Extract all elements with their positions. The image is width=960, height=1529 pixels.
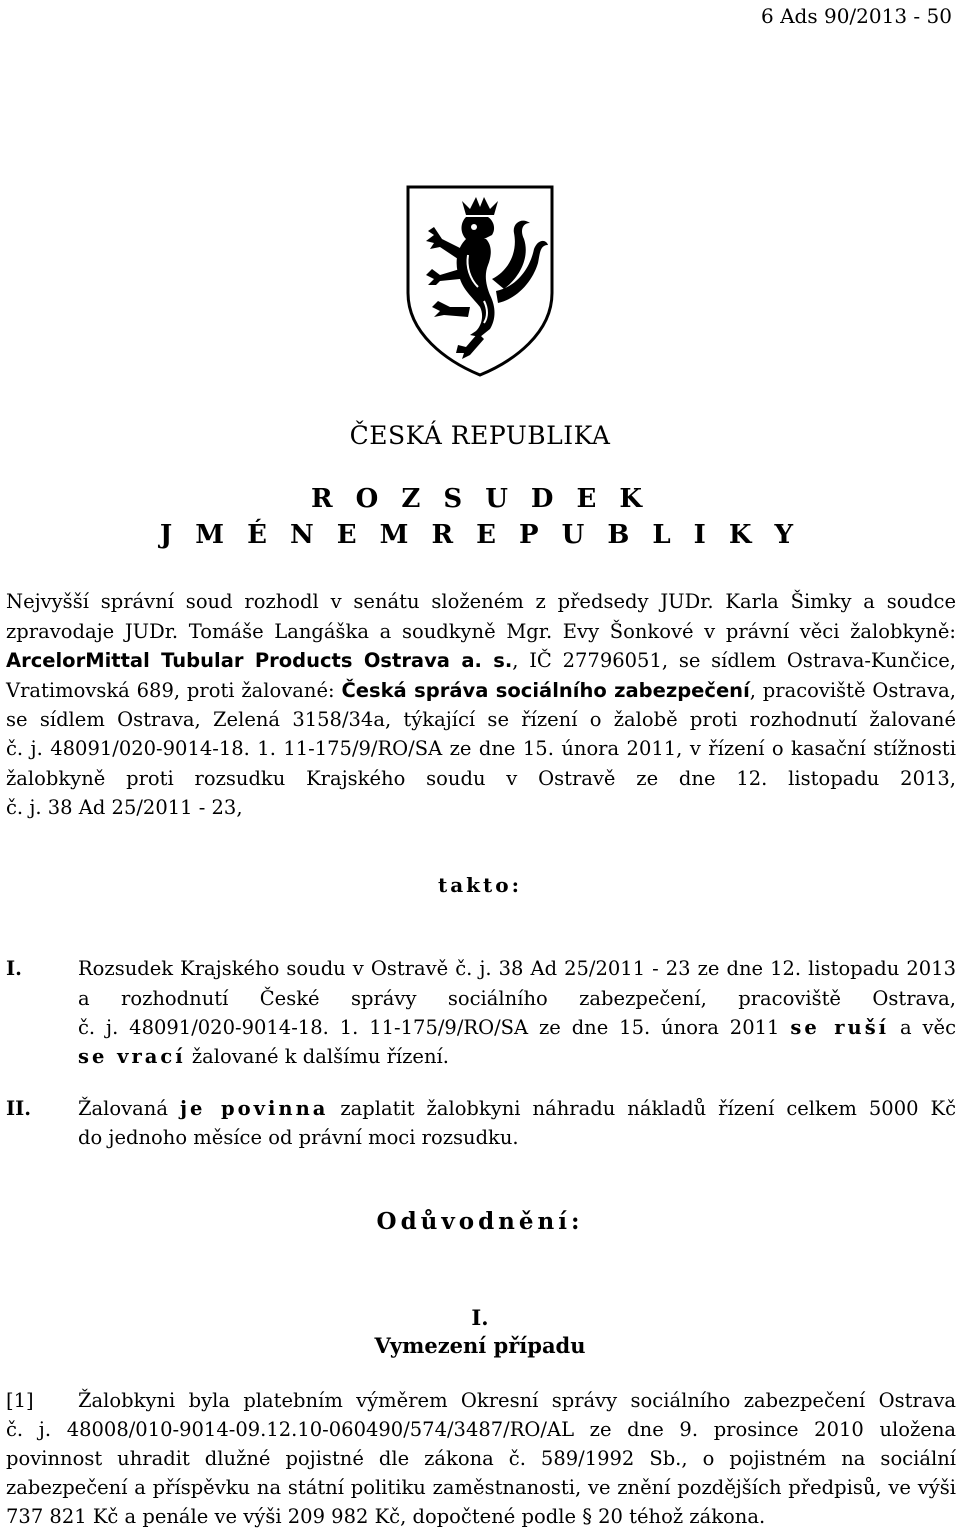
judgment-subtitle: J M É N E M R E P U B L I K Y [159, 520, 801, 550]
verdict-line [78, 1097, 956, 1121]
verdict-text: a věc [899, 1016, 956, 1039]
czech-lion-coat-of-arms-icon [404, 183, 556, 379]
reasoning-heading: Odůvodnění: [376, 1208, 584, 1235]
verdict-text: č. j. 48091/020-9014-18. 1. 11-175/9/RO/SA ze dne 15. února 2011 [78, 1016, 780, 1039]
paragraph-marker: [1] [6, 1389, 34, 1412]
paragraph-line: Žalobkyni byla platebním výměrem Okresní správy sociálního zabezpečení Ostrava [78, 1389, 956, 1412]
verdict-line: Rozsudek Krajského soudu v Ostravě č. j. 38 Ad 25/2011 - 23 ze dne 12. listopadu 2013 [78, 957, 956, 980]
defendant-label: Vratimovská 689, proti žalované: [6, 679, 335, 702]
case-reference: 6 Ads 90/2013 - 50 [761, 4, 952, 28]
defendant-details: , pracoviště Ostrava, [749, 679, 956, 702]
section-title: Vymezení případu [374, 1333, 586, 1358]
verdict-emphasis: se ruší [790, 1016, 890, 1039]
verdict-line: do jednoho měsíce od právní moci rozsudku. [78, 1126, 519, 1149]
country-heading: ČESKÁ REPUBLIKA [349, 421, 611, 450]
verdict-emphasis: se vrací [78, 1045, 186, 1068]
verdict-number: I. [6, 957, 22, 980]
paragraph-line: č. j. 48008/010-9014-09.12.10-060490/574/3487/RO/AL ze dne 9. prosince 2010 uložena [6, 1418, 956, 1441]
intro-line: se sídlem Ostrava, Zelená 3158/34a, týkající se řízení o žalobě proti rozhodnutí žalované [6, 708, 956, 731]
verdict-text: zaplatit žalobkyni náhradu nákladů řízení celkem 5000 Kč [340, 1097, 956, 1120]
verdict-emphasis: je povinna [179, 1097, 329, 1120]
intro-line: č. j. 38 Ad 25/2011 - 23, [6, 796, 243, 819]
verdict-line [78, 1045, 956, 1069]
paragraph-line: povinnost uhradit dlužné pojistné dle zákona č. 589/1992 Sb., o pojistném na sociální [6, 1447, 956, 1470]
plaintiff-name: ArcelorMittal Tubular Products Ostrava a. s. [6, 649, 513, 672]
verdict-text: Žalovaná [78, 1097, 168, 1120]
section-number: I. [471, 1305, 489, 1330]
verdict-line: a rozhodnutí České správy sociálního zabezpečení, pracoviště Ostrava, [78, 987, 956, 1010]
verdict-number: II. [6, 1097, 32, 1120]
paragraph-line: 737 821 Kč a penále ve výši 209 982 Kč, dopočtené podle § 20 téhož zákona. [6, 1505, 766, 1528]
intro-line [6, 679, 956, 703]
judgment-title: R O Z S U D E K [310, 484, 649, 514]
defendant-name: Česká správa sociálního zabezpečení [341, 679, 750, 702]
intro-line: Nejvyšší správní soud rozhodl v senátu složeném z předsedy JUDr. Karla Šimky a soudce [6, 590, 956, 613]
verdict-text: žalované k dalšímu řízení. [191, 1045, 449, 1068]
plaintiff-details: , IČ 27796051, se sídlem Ostrava-Kunčice, [512, 649, 956, 672]
verdict-line [78, 1016, 956, 1040]
intro-line: zpravodaje JUDr. Tomáše Langáška a soudkyně Mgr. Evy Šonkové v právní věci žalobkyně: [6, 620, 956, 643]
intro-line: č. j. 48091/020-9014-18. 1. 11-175/9/RO/SA ze dne 15. února 2011, v řízení o kasační stížnosti [6, 737, 956, 760]
paragraph-line: zabezpečení a příspěvku na státní politiku zaměstnanosti, ve znění pozdějších předpisů, ve výši [6, 1476, 956, 1499]
takto-heading: takto: [437, 873, 522, 897]
intro-line [6, 649, 956, 673]
intro-line: žalobkyně proti rozsudku Krajského soudu v Ostravě ze dne 12. listopadu 2013, [6, 767, 956, 790]
